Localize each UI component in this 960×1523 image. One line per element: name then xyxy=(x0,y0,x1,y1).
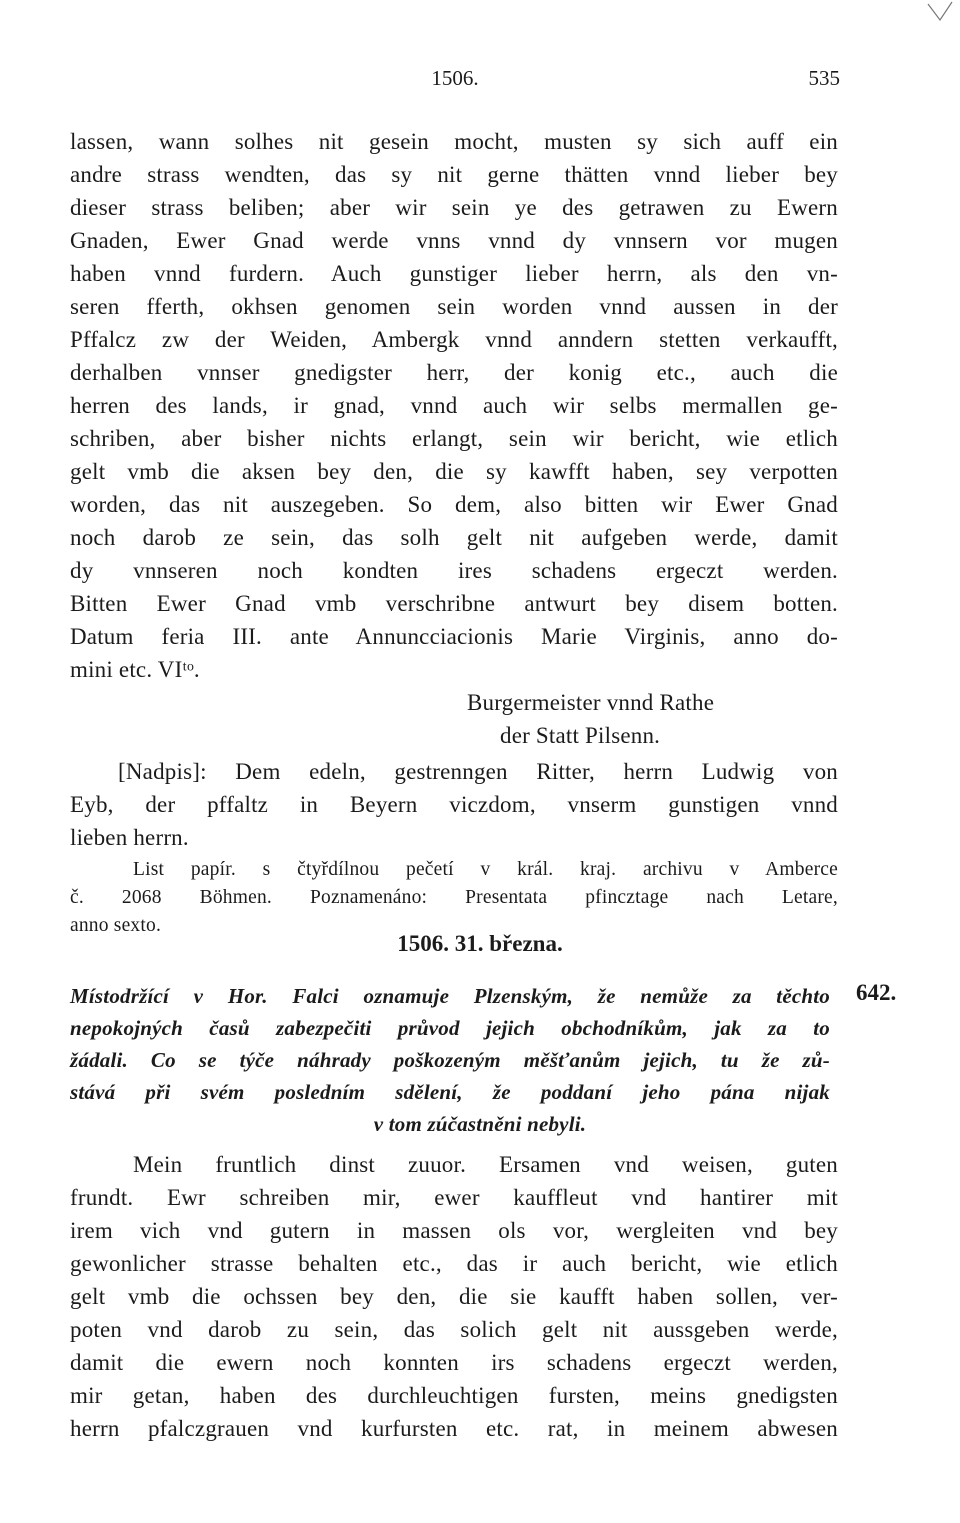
summary-line: stává při svém posledním sdělení, že poddaní jeho pána nijak xyxy=(70,1080,830,1104)
text-line: mini etc. VIᵗᵒ. xyxy=(70,657,200,682)
text-line: frundt. Ewr schreiben mir, ewer kauffleut vnd hantirer mit xyxy=(70,1185,838,1210)
text-line: damit die ewern noch konnten irs schadens ergeczt werden, xyxy=(70,1350,838,1375)
text-line: poten vnd darob zu sein, das solich gelt nit aussgeben werde, xyxy=(70,1317,838,1342)
text-line: Datum feria III. ante Annuncciacionis Marie Virginis, anno do- xyxy=(70,624,838,649)
header-year: 1506. xyxy=(431,66,479,90)
text-line: gelt vmb die aksen bey den, die sy kawfft haben, sey verpotten xyxy=(70,459,838,484)
text-line: gewonlicher strasse behalten etc., das ir auch bericht, wie etlich xyxy=(70,1251,838,1276)
date-heading: 1506. 31. března. xyxy=(397,931,563,956)
text-line: herren des lands, ir gnad, vnnd auch wir selbs mermallen ge- xyxy=(70,393,838,418)
text-line: mir getan, haben des durchleuchtigen fursten, meins gnedigsten xyxy=(70,1383,838,1408)
note-line: List papír. s čtyřdílnou pečetí v král. kraj. archivu v Amberce xyxy=(133,859,838,880)
text-line: dy vnnseren noch kondten ires schadens ergeczt werden. xyxy=(70,558,838,583)
address-line: Eyb, der pffaltz in Beyern viczdom, vnserm gunstigen vnnd xyxy=(70,792,838,817)
running-header xyxy=(70,66,840,100)
note-line: č. 2068 Böhmen. Poznamenáno: Presentata pfincztage nach Letare, xyxy=(70,887,838,908)
text-line: lassen, wann solhes nit gesein mocht, musten sy sich auff ein xyxy=(70,129,838,154)
text-line: Bitten Ewer Gnad vmb verschribne antwurt bey disem botten. xyxy=(70,591,838,616)
document-number: 642. xyxy=(856,980,897,1005)
text-line: Gnaden, Ewer Gnad werde vnns vnnd dy vnnsern vor mugen xyxy=(70,228,838,253)
summary-line: nepokojných časů zabezpečiti průvod jejich obchodníkům, jak za to xyxy=(70,1016,830,1040)
signature-line-1: Burgermeister vnnd Rathe xyxy=(467,690,715,715)
text-line: Mein fruntlich dinst zuuor. Ersamen vnd weisen, guten xyxy=(133,1152,838,1177)
text-line: irem vich vnd gutern in massen ols vor, wergleiten vnd bey xyxy=(70,1218,838,1243)
summary-line: žádali. Co se týče náhrady poškozeným měšťanům jejich, tu že zů- xyxy=(70,1048,830,1072)
text-line: seren fferth, okhsen genomen sein worden vnnd aussen in der xyxy=(70,294,838,319)
text-line: andre strass wendten, das sy nit gerne thätten vnnd lieber bey xyxy=(70,162,838,187)
summary-line: Místodržící v Hor. Falci oznamuje Plzenským, že nemůže za těchto xyxy=(70,984,830,1008)
text-line: derhalben vnnser gnedigster herr, der konig etc., auch die xyxy=(70,360,838,385)
text-line: haben vnnd furdern. Auch gunstiger lieber herrn, als den vn- xyxy=(70,261,838,286)
text-line: schriben, aber bisher nichts erlangt, sein wir bericht, wie etlich xyxy=(70,426,838,451)
text-line: gelt vmb die ochssen bey den, die sie kaufft haben sollen, ver- xyxy=(70,1284,838,1309)
text-line: worden, das nit auszegeben. So dem, also bitten wir Ewer Gnad xyxy=(70,492,838,517)
note-line: anno sexto. xyxy=(70,915,162,936)
page-number: 535 xyxy=(808,66,840,90)
text-line: noch darob ze sein, das solh gelt nit aufgeben werde, damit xyxy=(70,525,838,550)
address-line: [Nadpis]: Dem edeln, gestrenngen Ritter, herrn Ludwig von xyxy=(118,759,838,784)
corner-scan-mark xyxy=(926,0,954,26)
signature-line-2: der Statt Pilsenn. xyxy=(500,723,661,748)
text-line: Pffalcz zw der Weiden, Ambergk vnnd anndern stetten verkaufft, xyxy=(70,327,838,352)
text-line: dieser strass beliben; aber wir sein ye des getrawen zu Ewern xyxy=(70,195,838,220)
text-line: herrn pfalczgrauen vnd kurfursten etc. rat, in meinem abwesen xyxy=(70,1416,838,1441)
address-line: lieben herrn. xyxy=(70,825,189,850)
summary-line: v tom zúčastněni nebyli. xyxy=(373,1112,587,1136)
